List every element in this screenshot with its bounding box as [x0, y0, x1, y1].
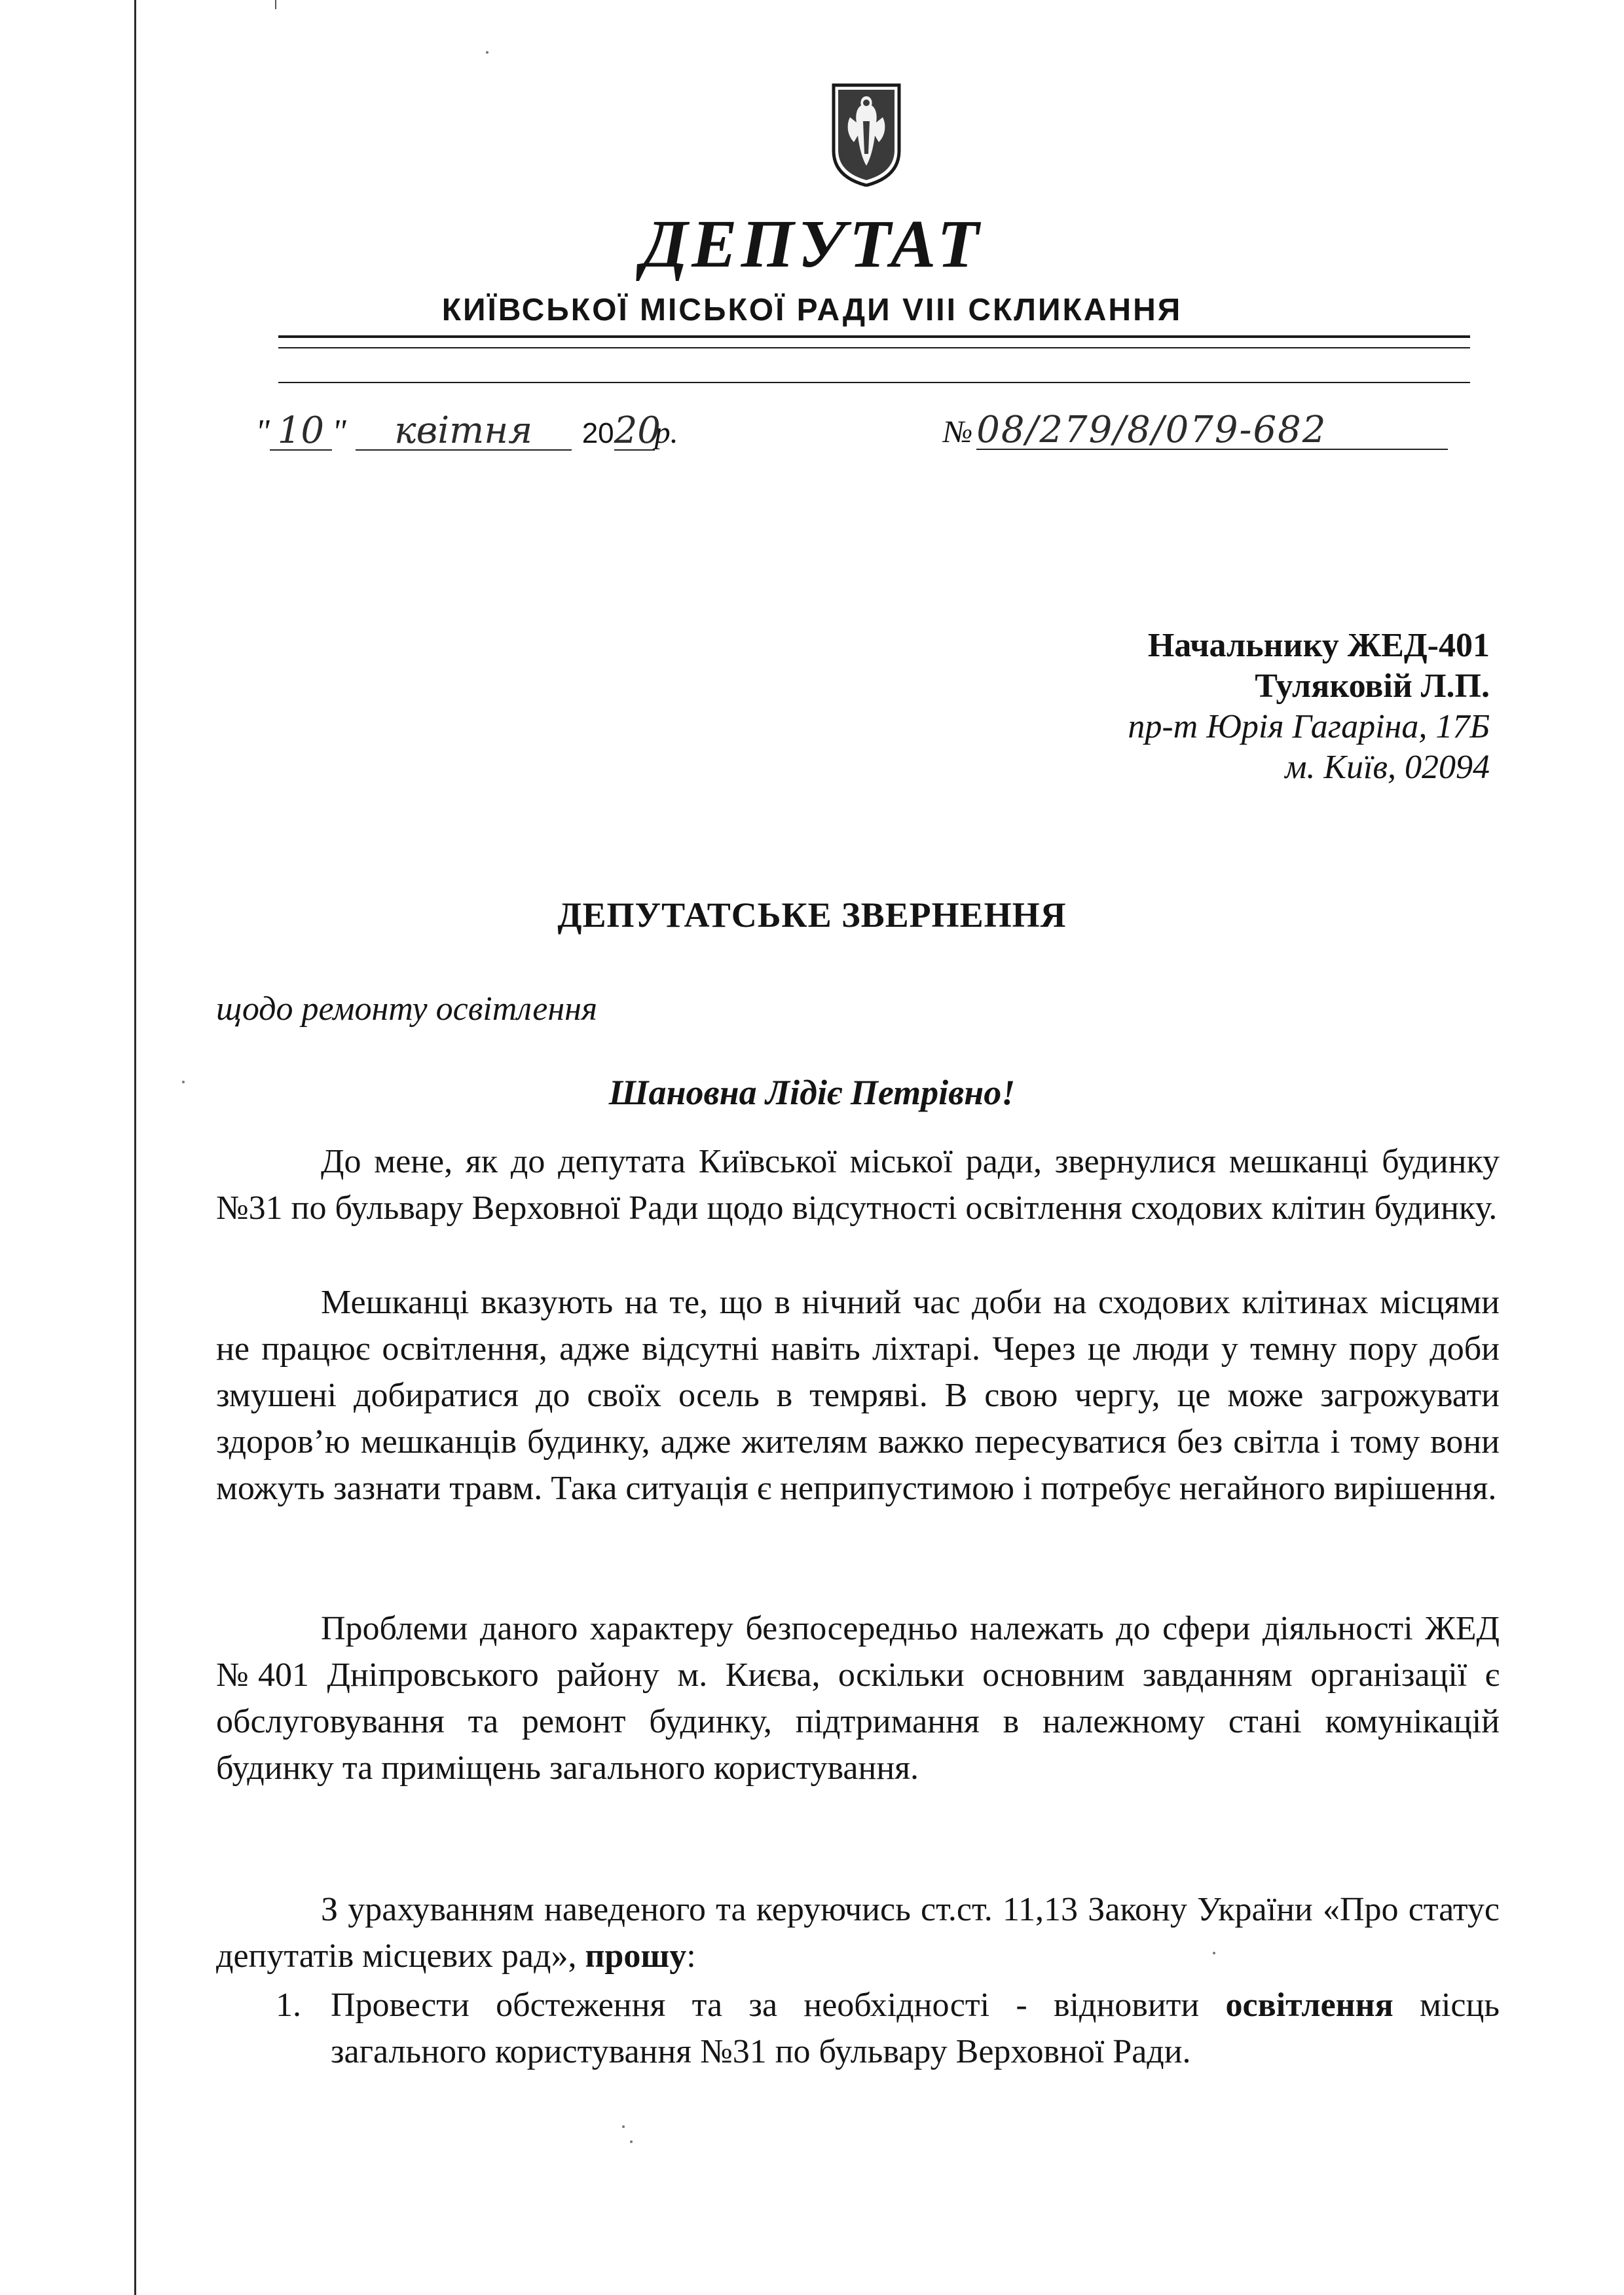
addressee-position: Начальнику ЖЕД-401 — [1147, 627, 1490, 664]
date-year-suffix: 20 — [614, 409, 661, 452]
paragraph-4-text: З урахуванням наведеного та керуючись ст.ст. 11,13 Закону України «Про статус депутатів місцевих рад», — [216, 1891, 1500, 1975]
letterhead-rule — [278, 335, 1470, 338]
date-year-mark: р. — [654, 415, 678, 450]
addressee-block — [1128, 625, 1490, 788]
letterhead-subtitle: КИЇВСЬКОЇ МІСЬКОЇ РАДИ VIII СКЛИКАННЯ — [441, 293, 1183, 327]
letterhead-rule — [278, 382, 1470, 383]
date-close-quote: " — [331, 413, 346, 451]
request-word: прошу — [585, 1937, 687, 1975]
paragraph-3: Проблеми даного характеру безпосередньо належать до сфери діяльності ЖЕД №401 Дніпровського району м. Києва, оскільки основним завданням організації є обслуговування та ремонт будинку, підтримання в належному стані комунікацій будинку та приміщень загального користування. — [216, 1610, 1500, 1787]
scan-speck — [630, 2140, 633, 2143]
addressee-city: м. Київ, 02094 — [1285, 749, 1490, 786]
number-value: 08/279/8/079-682 — [976, 412, 1448, 450]
addressee-street: пр-т Юрія Гагаріна, 17Б — [1128, 708, 1490, 745]
list-item — [216, 1982, 1500, 2075]
scan-speck — [486, 51, 489, 54]
paragraph-4 — [216, 1886, 1500, 1979]
paragraph-2: Мешканці вказують на те, що в нічний час доби на сходових клітинах місцями не працює освітлення, адже відсутні навіть ліхтарі. Через це люди у темну пору доби змушені добиратися до своїх осель в темряві. В свою чергу, це може загрожувати здоров’ю мешканців будинку, адже жителям важко пересуватися без світла і тому вони можуть зазнати травм. Така ситуація є неприпустимою і потребує негайного вирішення. — [216, 1284, 1500, 1507]
list-item-text-b: місць загального користування №31 по бульвару Верховної Ради. — [331, 1987, 1500, 2070]
list-item-bold: освітлення — [1225, 1987, 1393, 2024]
date-day: 10 — [270, 413, 332, 451]
scan-edge-line — [134, 0, 136, 2295]
date-open-quote: " — [255, 413, 270, 451]
paragraph-1: До мене, як до депутата Київської міської ради, звернулися мешканці будинку №31 по бульвару Верховної Ради щодо відсутності освітлення сходових клітин будинку. — [216, 1143, 1500, 1227]
document-subject: щодо ремонту освітлення — [216, 990, 598, 1028]
number-sign: № — [943, 415, 973, 449]
scan-tick-mark — [275, 0, 276, 9]
letter-number — [943, 406, 1448, 458]
letter-date — [255, 406, 678, 458]
scan-speck — [622, 2125, 625, 2128]
letterhead-rule — [278, 347, 1470, 348]
date-month: квітня — [356, 413, 572, 451]
paragraph-4-colon: : — [686, 1937, 696, 1975]
list-item-marker: 1. — [276, 1987, 301, 2024]
addressee-name: Туляковій Л.П. — [1255, 667, 1490, 705]
kyiv-coat-of-arms-icon — [830, 82, 902, 187]
document-heading: ДЕПУТАТСЬКЕ ЗВЕРНЕННЯ — [557, 895, 1067, 935]
request-list — [216, 1982, 1500, 2075]
date-year-prefix: 20 — [581, 417, 614, 449]
list-item-text-a: Провести обстеження та за необхідності - відновити — [331, 1987, 1200, 2024]
salutation: Шановна Лідіє Петрівно! — [608, 1073, 1016, 1112]
letterhead-title: ДЕПУТАТ — [641, 206, 983, 282]
